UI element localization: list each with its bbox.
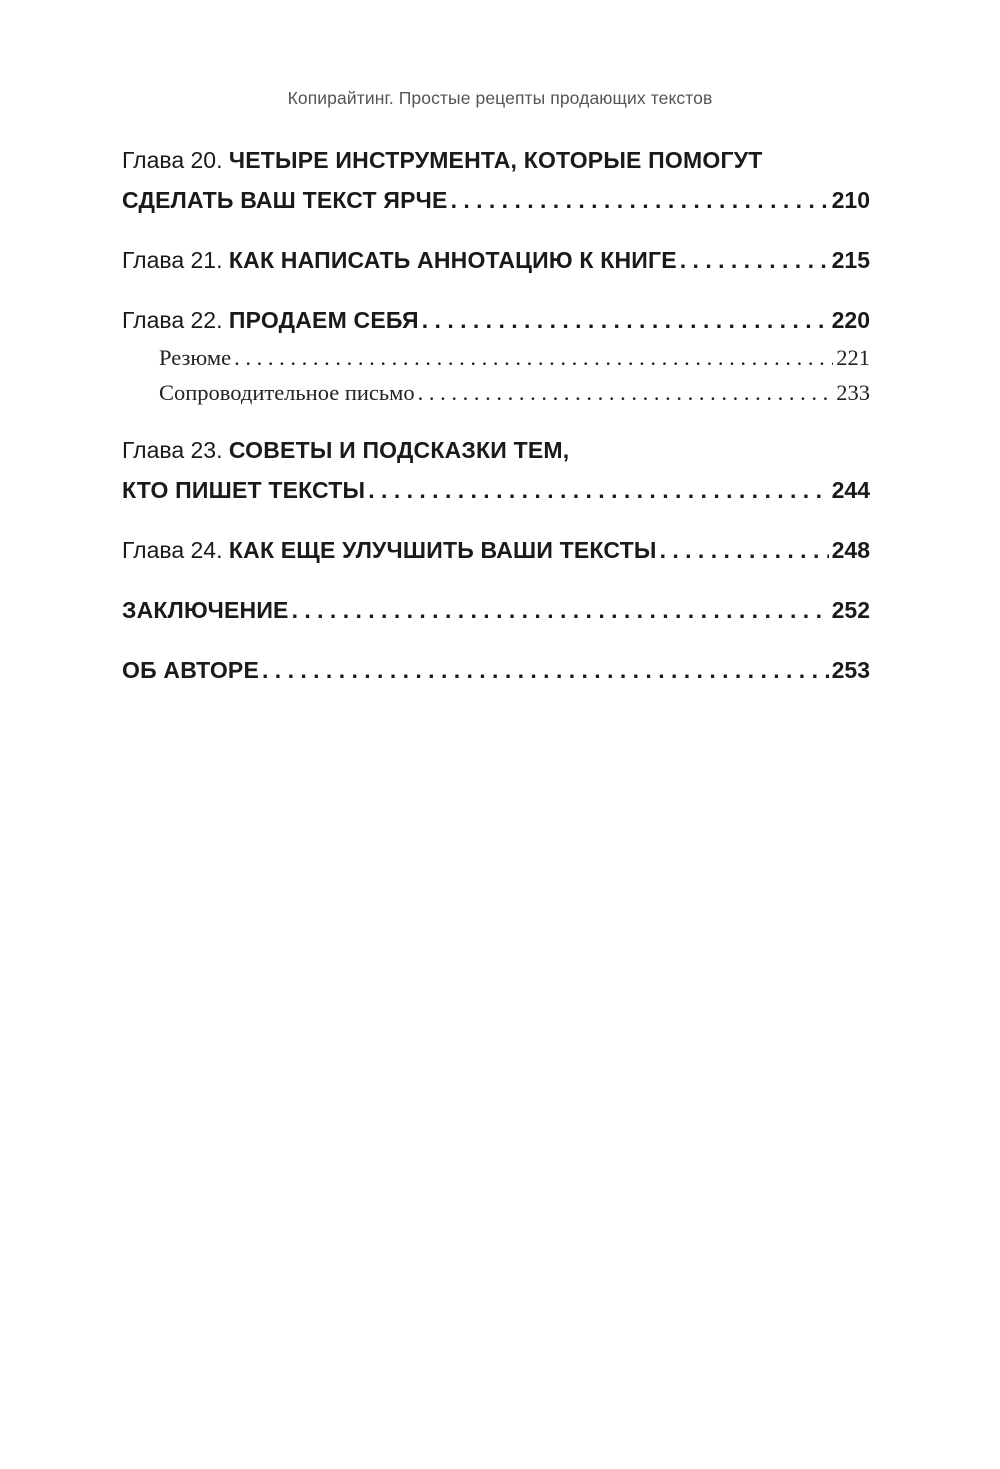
chapter-title: ЧЕТЫРЕ ИНСТРУМЕНТА, КОТОРЫЕ ПОМОГУТ	[228, 147, 763, 173]
toc-line	[122, 430, 870, 470]
dot-leader	[234, 340, 833, 375]
toc-line	[122, 650, 870, 690]
toc-subentry-resume[interactable]	[159, 340, 870, 375]
chapter-title: ПРОДАЕМ СЕБЯ	[228, 307, 419, 333]
chapter-number: Глава 21.	[122, 247, 223, 273]
page-number: 252	[831, 597, 870, 623]
dot-leader	[368, 470, 828, 510]
dot-leader	[262, 650, 829, 690]
chapter-number: Глава 23.	[122, 437, 223, 463]
chapter-number: Глава 20.	[122, 147, 223, 173]
page-number: 244	[831, 477, 870, 503]
page-number: 253	[831, 657, 870, 683]
page-number: 221	[836, 345, 870, 370]
table-of-contents	[122, 140, 870, 690]
page-number: 220	[831, 307, 870, 333]
toc-entry-chapter-20[interactable]	[122, 140, 870, 220]
dot-leader	[680, 240, 829, 280]
chapter-title: КАК ЕЩЕ УЛУЧШИТЬ ВАШИ ТЕКСТЫ	[228, 537, 657, 563]
page-number: 233	[836, 380, 870, 405]
chapter-number: Глава 22.	[122, 307, 223, 333]
toc-entry-conclusion[interactable]	[122, 590, 870, 630]
page-number: 248	[831, 537, 870, 563]
toc-entry-chapter-23[interactable]	[122, 430, 870, 510]
toc-subentry-cover-letter[interactable]	[159, 375, 870, 410]
toc-entry-chapter-22[interactable]	[122, 300, 870, 340]
toc-line	[122, 180, 870, 220]
toc-line	[122, 300, 870, 340]
toc-line	[122, 590, 870, 630]
chapter-title-continued: КТО ПИШЕТ ТЕКСТЫ	[122, 477, 366, 503]
chapter-title-continued: СДЕЛАТЬ ВАШ ТЕКСТ ЯРЧЕ	[122, 187, 448, 213]
section-title: ЗАКЛЮЧЕНИЕ	[122, 597, 289, 623]
toc-entry-chapter-24[interactable]	[122, 530, 870, 570]
toc-subsections	[122, 340, 870, 410]
running-header: Копирайтинг. Простые рецепты продающих текстов	[287, 88, 713, 108]
page-number: 210	[831, 187, 870, 213]
dot-leader	[292, 590, 829, 630]
chapter-title: КАК НАПИСАТЬ АННОТАЦИЮ К КНИГЕ	[228, 247, 677, 273]
page-number: 215	[831, 247, 870, 273]
dot-leader	[451, 180, 829, 220]
toc-line	[122, 240, 870, 280]
dot-leader	[418, 375, 834, 410]
subsection-title: Сопроводительное письмо	[159, 380, 415, 405]
chapter-number: Глава 24.	[122, 537, 223, 563]
subsection-title: Резюме	[159, 345, 232, 370]
section-title: ОБ АВТОРЕ	[122, 657, 260, 683]
chapter-title: СОВЕТЫ И ПОДСКАЗКИ ТЕМ,	[228, 437, 570, 463]
toc-line	[122, 470, 870, 510]
toc-line	[122, 530, 870, 570]
toc-entry-about-author[interactable]	[122, 650, 870, 690]
toc-line	[122, 140, 870, 180]
dot-leader	[660, 530, 829, 570]
dot-leader	[422, 300, 829, 340]
toc-entry-chapter-21[interactable]	[122, 240, 870, 280]
